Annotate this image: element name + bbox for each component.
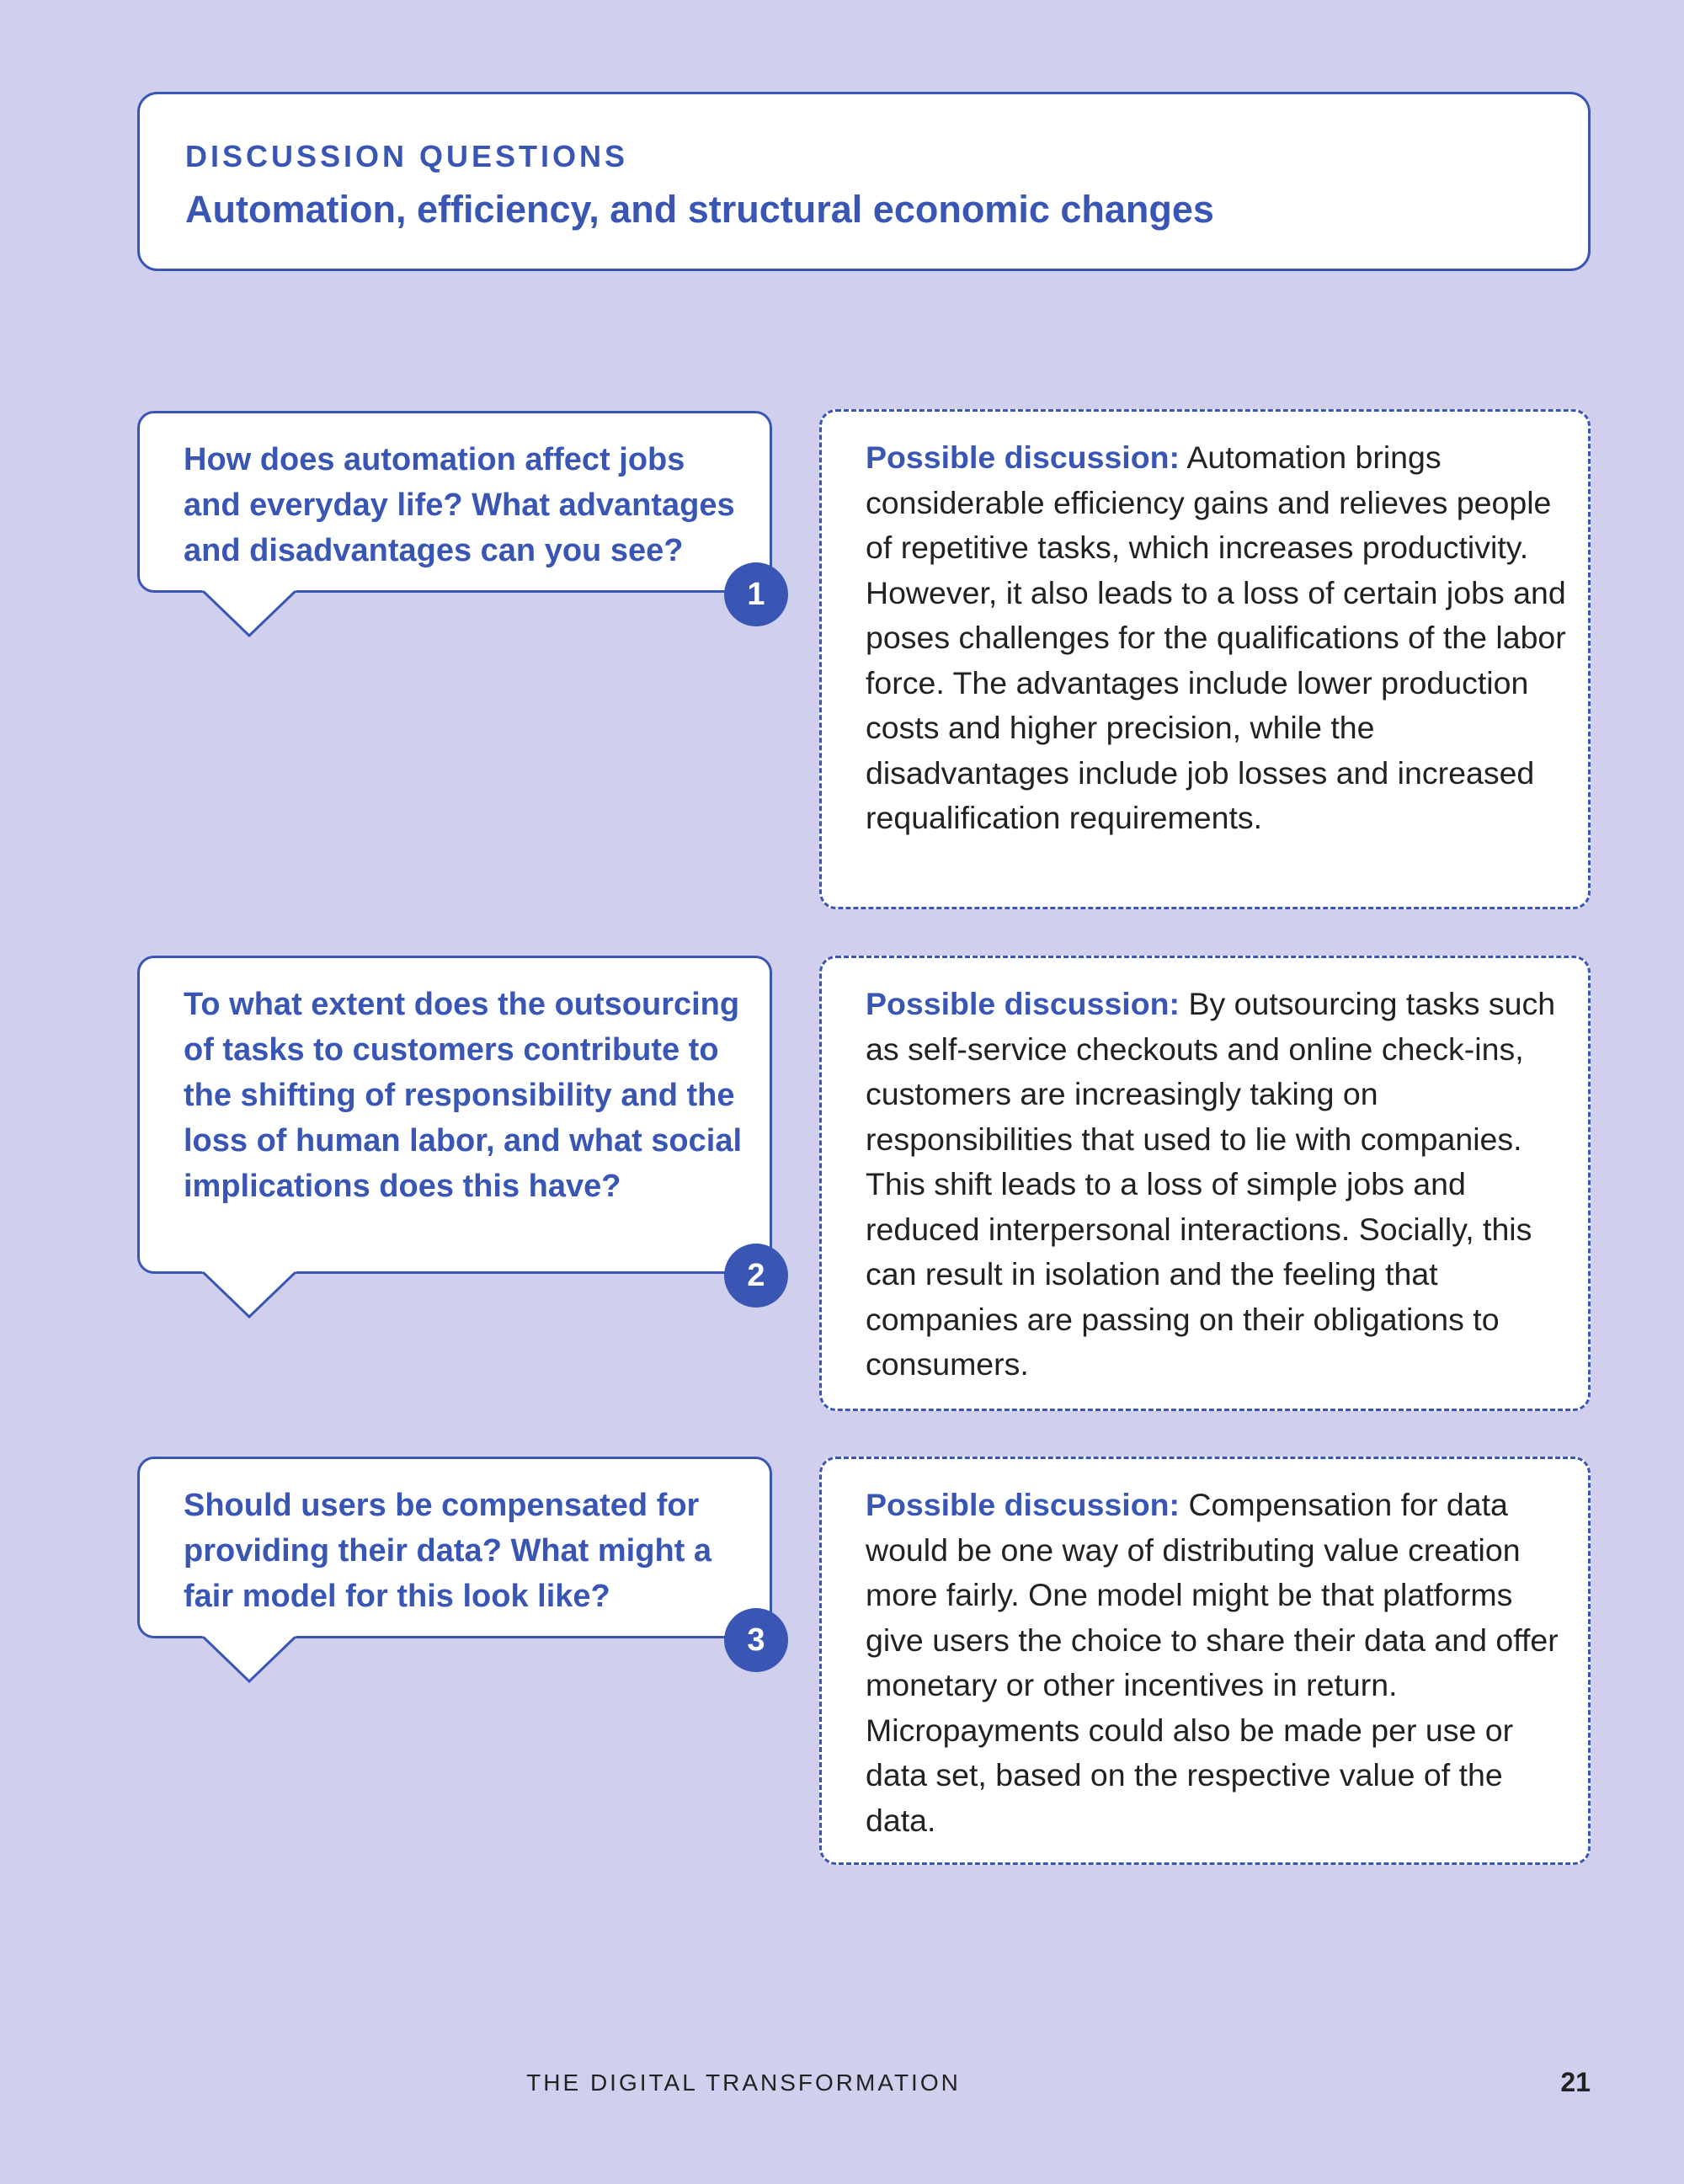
header-box xyxy=(137,92,1591,271)
answer-body-3: Compensation for data would be one way of distributing value creation more fairly. One model might be that platforms give users the choice to share their data and offer monetary or other incentives in return. Micropayments could also be made per use or data set, based on the respective value of the data. xyxy=(866,1487,1559,1838)
question-number-badge-2: 2 xyxy=(724,1244,788,1308)
answer-lead-3: Possible discussion: xyxy=(866,1487,1180,1522)
page-title: Automation, efficiency, and structural economic changes xyxy=(185,188,1214,231)
answer-text-1 xyxy=(866,435,1571,841)
question-text-1: How does automation affect jobs and everyday life? What advantages and disadvantages can you see? xyxy=(184,442,735,568)
footer-title: THE DIGITAL TRANSFORMATION xyxy=(526,2069,961,2096)
speech-tail-icon xyxy=(202,590,296,637)
page-number: 21 xyxy=(1560,2067,1591,2097)
answer-body-2: By outsourcing tasks such as self-service checkouts and online check-ins, customers are increasingly taking on responsibilities that used to lie with companies. This shift leads to a loss of simple jobs and reduced interpersonal interactions. Socially, this can result in isolation and the feeling that companies are passing on their obligations to consumers. xyxy=(866,986,1556,1382)
question-bubble-3 xyxy=(137,1457,772,1658)
speech-tail-icon xyxy=(202,1271,296,1318)
question-number-badge-3: 3 xyxy=(724,1608,788,1672)
question-number-badge-1: 1 xyxy=(724,562,788,626)
question-bubble-1 xyxy=(137,411,772,612)
speech-tail-icon xyxy=(202,1636,296,1683)
answer-box-1 xyxy=(819,409,1591,909)
answer-box-2 xyxy=(819,956,1591,1411)
answer-text-2 xyxy=(866,982,1571,1388)
answer-text-3 xyxy=(866,1483,1571,1843)
answer-box-3 xyxy=(819,1457,1591,1865)
answer-lead-1: Possible discussion: xyxy=(866,439,1180,475)
question-text-2: To what extent does the outsourcing of tasks to customers contribute to the shifting of responsibility and the loss of human labor, and what social implications does this have? xyxy=(184,987,743,1204)
section-eyebrow: DISCUSSION QUESTIONS xyxy=(185,139,629,173)
question-text-3: Should users be compensated for providing their data? What might a fair model for this look like? xyxy=(184,1488,711,1614)
answer-body-1: Automation brings considerable efficiency gains and relieves people of repetitive tasks, which increases productivity. However, it also leads to a loss of certain jobs and poses challenges for the qualifications of the labor force. The advantages include lower production costs and higher precision, while the disadvantages include job losses and increased requalification requirements. xyxy=(866,439,1566,835)
answer-lead-2: Possible discussion: xyxy=(866,986,1180,1021)
question-bubble-2 xyxy=(137,956,772,1293)
